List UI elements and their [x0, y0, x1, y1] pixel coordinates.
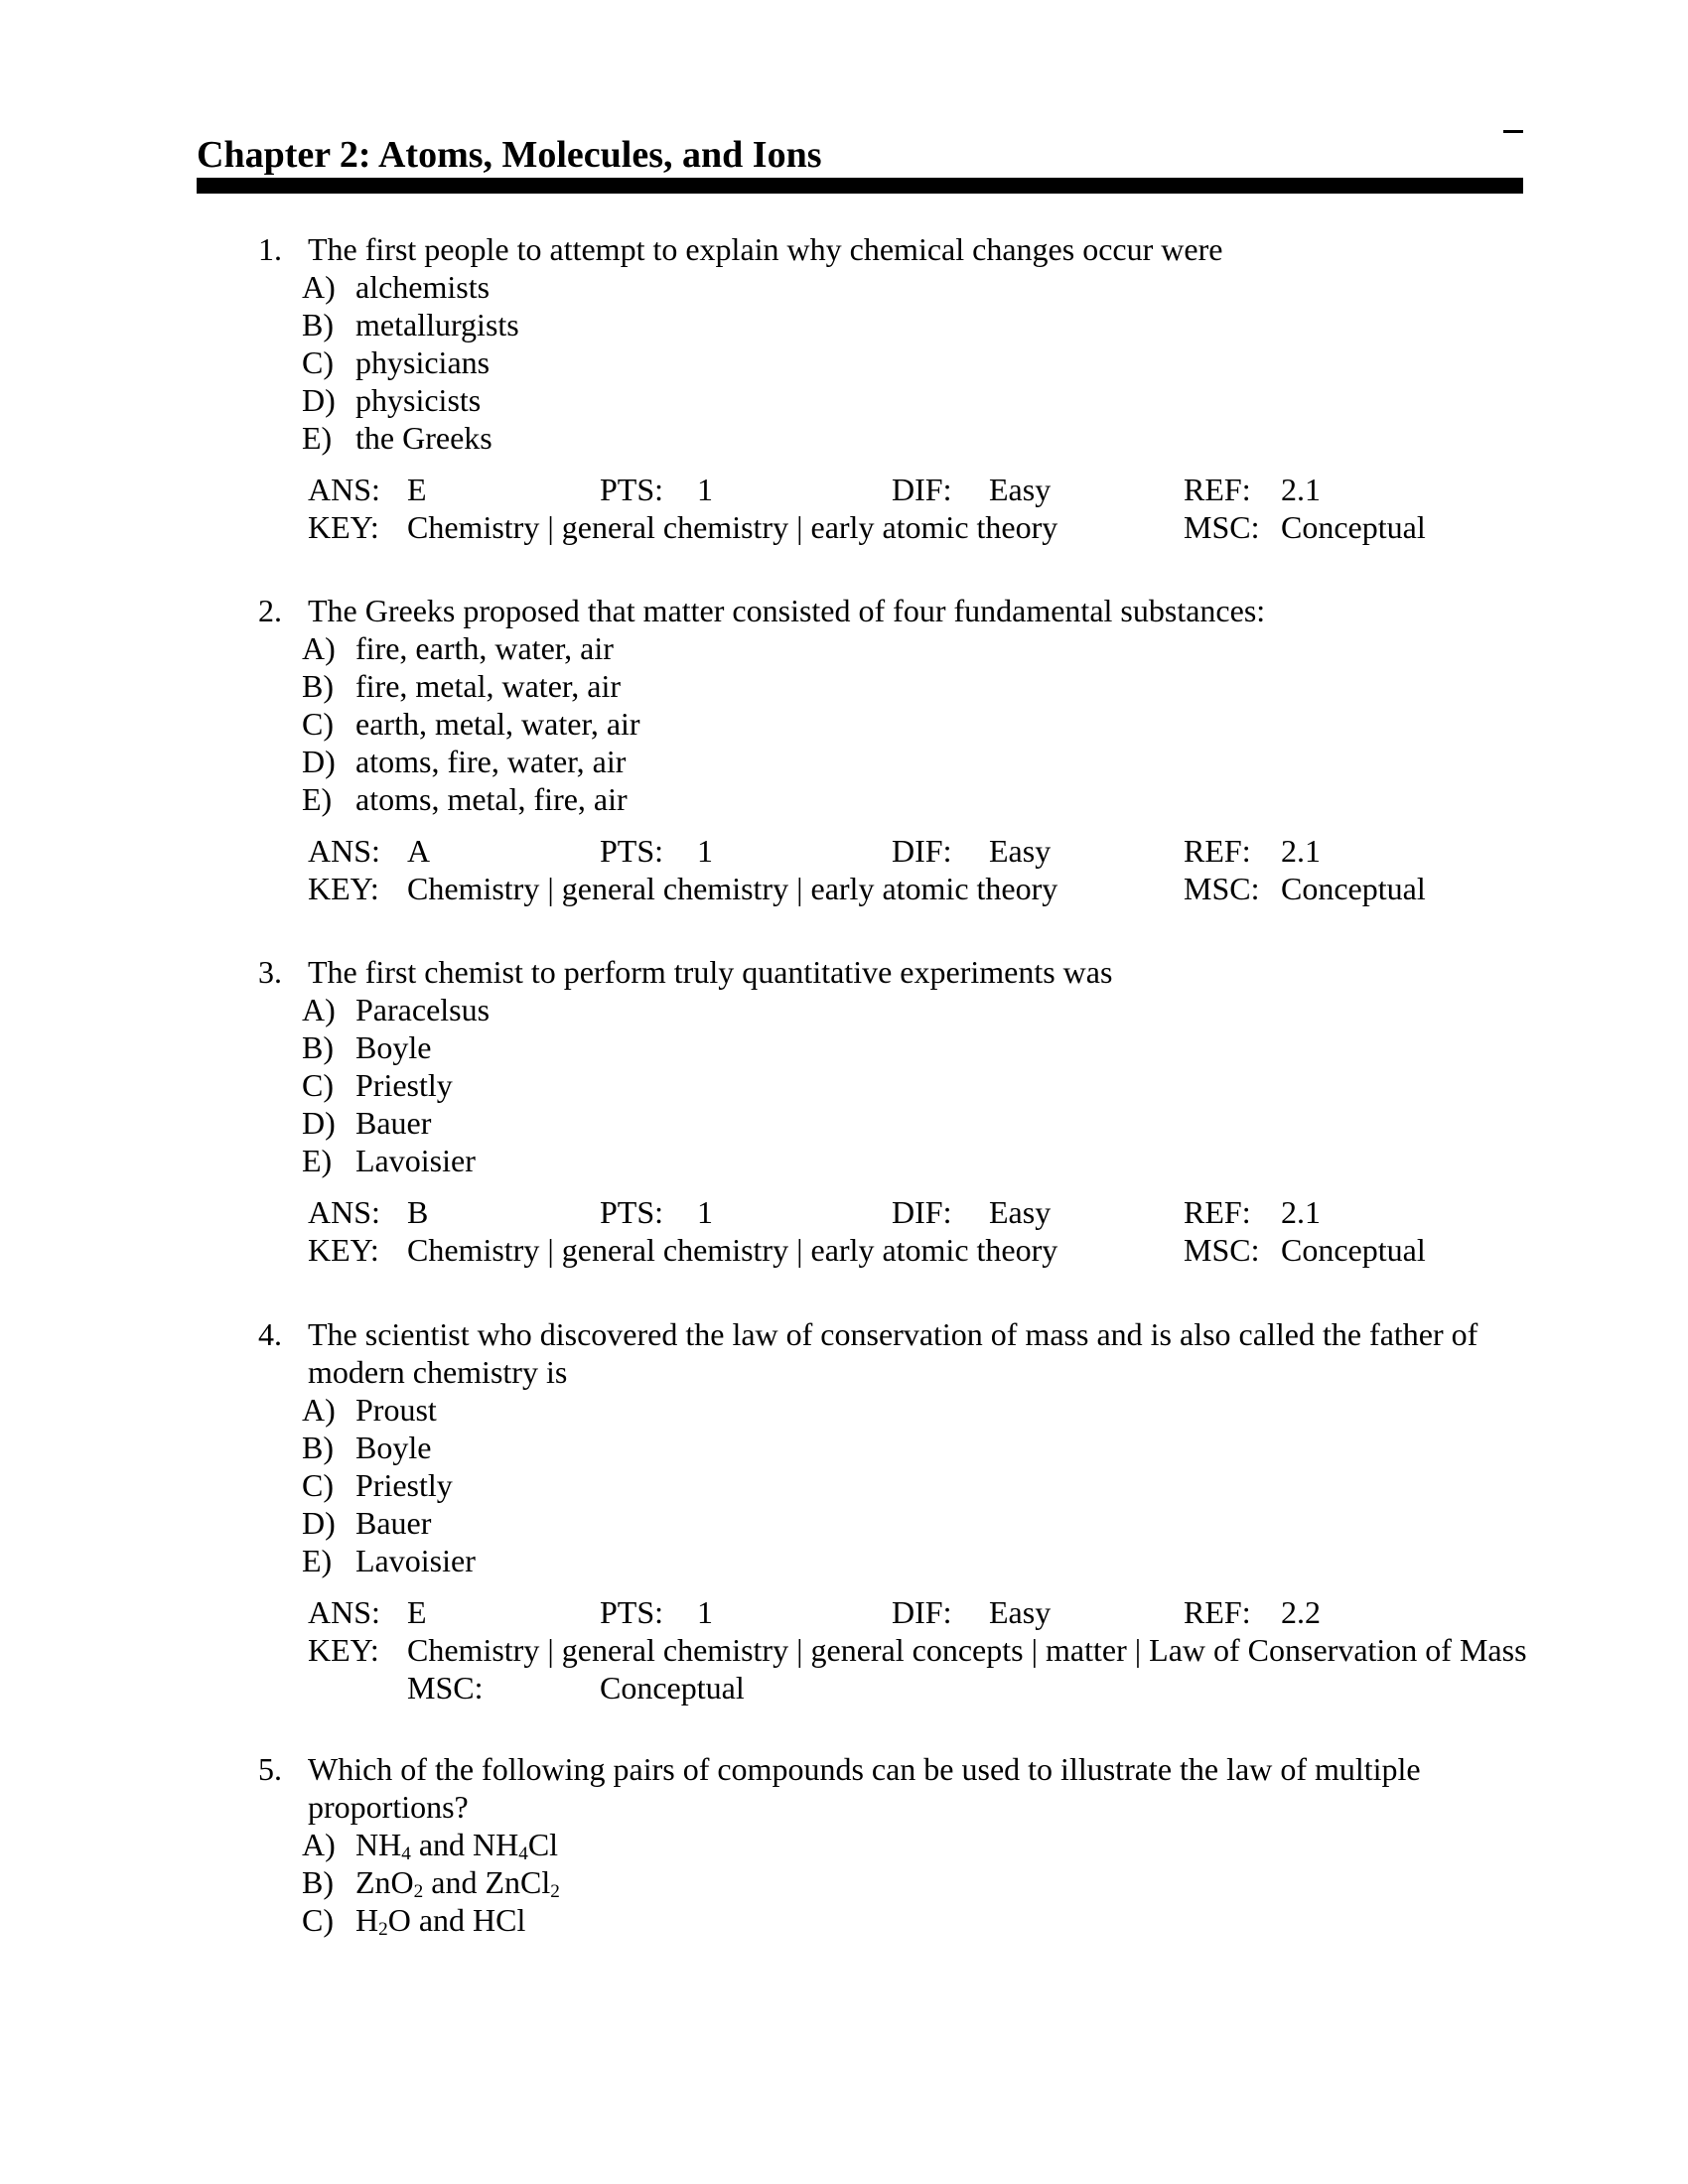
option-a: A) Paracelsus — [302, 992, 491, 1027]
option-c: C) Priestly — [302, 1067, 453, 1103]
question-4 — [258, 1315, 1539, 1706]
option-a: A) Proust — [302, 1392, 437, 1428]
answer-metadata: ANS: E PTS: 1 DIF: Easy REF: 2.2 KEY: Chemistry | general chemistry | general concepts | matter | Law of Conservation of Mass MSC: Conceptual — [308, 1594, 1527, 1706]
option-d: D) physicists — [302, 382, 482, 418]
answer-value: A — [407, 833, 431, 869]
question-number: 5. — [258, 1751, 282, 1787]
option-c: C) $H_2O$ and HCl — [302, 1902, 526, 1940]
question-number: 4. — [258, 1316, 282, 1352]
question-text: Which of the following pairs of compounds can be used to illustrate the law of multiple proportions? — [308, 1751, 1421, 1825]
question-number: 2. — [258, 593, 282, 628]
option-d: D) atoms, fire, water, air — [302, 744, 627, 779]
option-e: E) the Greeks — [302, 420, 492, 456]
option-d: D) Bauer — [302, 1505, 432, 1541]
option-b: B) fire, metal, water, air — [302, 668, 622, 704]
question-text: The first chemist to perform truly quantitative experiments was — [308, 954, 1113, 990]
question-text: The Greeks proposed that matter consisted of four fundamental substances: — [308, 593, 1266, 628]
answer-value: B — [407, 1194, 429, 1230]
corner-mark — [1503, 130, 1523, 133]
option-e: E) Lavoisier — [302, 1143, 476, 1178]
option-c: C) physicians — [302, 344, 491, 380]
question-1 — [258, 230, 1539, 546]
question-number: 1. — [258, 231, 282, 267]
option-a: A) alchemists — [302, 269, 491, 305]
question-number: 3. — [258, 954, 282, 990]
option-b: B) Boyle — [302, 1430, 432, 1465]
answer-metadata: ANS: B PTS: 1 DIF: Easy REF: 2.1 KEY: Chemistry | general chemistry | early atomic theory MSC: Conceptual — [308, 1194, 1426, 1268]
answer-value: E — [407, 472, 427, 507]
answer-metadata: ANS: E PTS: 1 DIF: Easy REF: 2.1 KEY: Chemistry | general chemistry | early atomic theory MSC: Conceptual — [308, 472, 1426, 545]
question-5 — [258, 1750, 1539, 1939]
option-e: E) Lavoisier — [302, 1543, 476, 1578]
option-c: C) Priestly — [302, 1467, 453, 1503]
question-3 — [258, 953, 1539, 1269]
option-b: B) ZnO$_2$ and ZnCl$_2$ — [302, 1864, 560, 1902]
title-rule — [197, 178, 1523, 194]
question-text: The first people to attempt to explain why chemical changes occur were — [308, 231, 1223, 267]
option-b: B) Boyle — [302, 1029, 432, 1065]
question-2 — [258, 592, 1539, 907]
option-d: D) Bauer — [302, 1105, 432, 1141]
option-a: A) fire, earth, water, air — [302, 630, 614, 666]
answer-metadata: ANS: A PTS: 1 DIF: Easy REF: 2.1 KEY: Chemistry | general chemistry | early atomic theory MSC: Conceptual — [308, 833, 1426, 906]
answer-value: E — [407, 1594, 427, 1630]
option-b: B) metallurgists — [302, 307, 519, 342]
chapter-title: Chapter 2: Atoms, Molecules, and Ions — [197, 134, 822, 176]
question-text: The scientist who discovered the law of conservation of mass and is also called the father of modern chemistry is — [308, 1316, 1478, 1390]
option-e: E) atoms, metal, fire, air — [302, 781, 628, 817]
option-c: C) earth, metal, water, air — [302, 706, 640, 742]
option-a: A) $NH_4$ and $NH_4Cl$ — [302, 1827, 559, 1864]
